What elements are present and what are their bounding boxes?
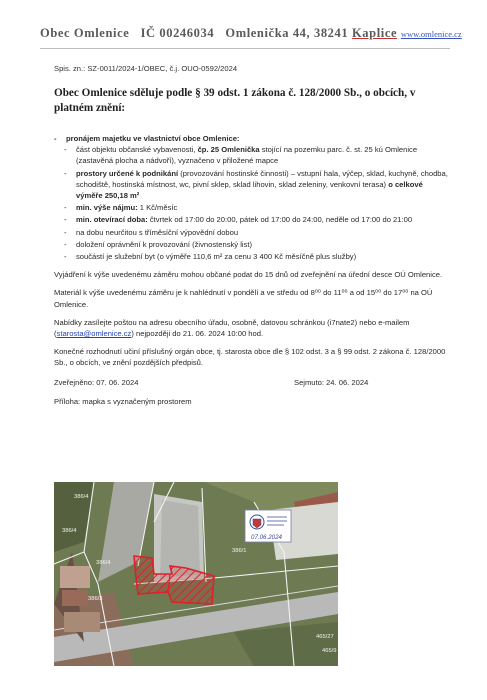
list-item-license: - doložení oprávnění k provozování (živnostenský list) — [64, 239, 253, 249]
stamp-date: 07.06.2024 — [251, 534, 282, 541]
paragraph-offers: Nabídky zasílejte poštou na adresu obecního úřadu, osobně, datovou schránkou (i7nate2) nebo e-mailem (starosta@omlenice.cz) nejpozději do 21. 06. 2024 10:00 hod. — [54, 317, 410, 339]
email-link[interactable]: starosta@omlenice.cz — [56, 329, 132, 339]
parcel-label: 386/1 — [232, 548, 247, 554]
org-name: Obec Omlenice — [40, 26, 130, 40]
parcel-label: 386/3 — [88, 596, 103, 602]
parcel-label: 386/4 — [96, 560, 111, 566]
main-bullet: - pronájem majetku ve vlastnictví obce Omlenice: — [54, 134, 240, 143]
paragraph-inspection: Materiál k výše uvedenému záměru je k nahlédnutí v pondělí a ve středu od 8⁰⁰ do 11⁰⁰ a od 15⁰⁰ do 17⁰⁰ na OÚ Omlenice. — [54, 288, 433, 309]
parcel-label: 386/4 — [62, 528, 77, 534]
list-item-flat: - součástí je služební byt (o výměře 110,6 m² za cenu 3 400 Kč měsíčně plus služby) — [64, 252, 357, 262]
cadastral-map — [54, 482, 338, 666]
list-item-spaces: - prostory určené k podnikání (provozování hostinské činnosti) – vstupní hala, výčep, sklad, kuchyně, chodba, schodiště, hostinská místnost, wc, pivní sklep, sklad lihovin, sklad zeleniny, venkovní terasa) o celkové výměře 250,18 m² — [64, 168, 448, 201]
org-web-link[interactable]: www.omlenice.cz — [400, 29, 462, 39]
notice-body — [54, 133, 449, 407]
details-list — [54, 144, 449, 262]
parcel-label: 465/9 — [322, 648, 337, 654]
parcel-label: 465/27 — [316, 634, 334, 640]
removed-date: Sejmuto: 24. 06. 2024 — [294, 377, 369, 387]
org-ic: IČ 00246034 — [140, 26, 215, 40]
stamp — [245, 510, 291, 542]
list-item-hours: - min. otevírací doba: čtvrtek od 17:00 do 20:00, pátek od 17:00 do 24:00, neděle od 17:00 do 21:00 — [64, 215, 413, 225]
map-image — [54, 482, 338, 666]
attachment-label: Příloha: mapka s vyznačeným prostorem — [54, 396, 192, 406]
list-item-part: - část objektu občanské vybavenosti, čp. 25 Omlenička stojící na pozemku parc. č. st. 25 kú Omlenice (zastavěná plocha a nádvoří), vyznačeno v přiložené mapce — [64, 145, 418, 166]
org-town: Kaplice — [351, 26, 398, 40]
parcel-label: 386/4 — [74, 494, 89, 500]
letterhead — [40, 26, 462, 49]
published-date: Zveřejněno: 07. 06. 2024 — [54, 377, 139, 387]
file-reference: Spis. zn.: SZ-0011/2024-1/OBEC, č.j. OUO-0592/2024 — [54, 64, 238, 73]
list-item-period: - na dobu neurčitou s tříměsíční výpovědní dobou — [64, 227, 239, 237]
org-address: Omlenička 44, 38241 — [225, 26, 349, 40]
paragraph-decision: Konečné rozhodnutí učiní příslušný orgán obce, tj. starosta obce dle § 102 odst. 3 a § 99 odst. 2 zákona č. 128/2000 Sb., o obcích, ve znění pozdějších předpisů. — [54, 347, 446, 368]
paragraph-objections: Vyjádření k výše uvedenému záměru mohou občané podat do 15 dnů od zveřejnění na úřední desce OÚ Omlenice. — [54, 270, 443, 280]
notice-title: Obec Omlenice sděluje podle § 39 odst. 1 zákona č. 128/2000 Sb., o obcích, v platném znění: — [54, 87, 416, 114]
dates-row — [54, 377, 449, 389]
list-item-rent: - min. výše nájmu: 1 Kč/měsíc — [64, 203, 178, 213]
